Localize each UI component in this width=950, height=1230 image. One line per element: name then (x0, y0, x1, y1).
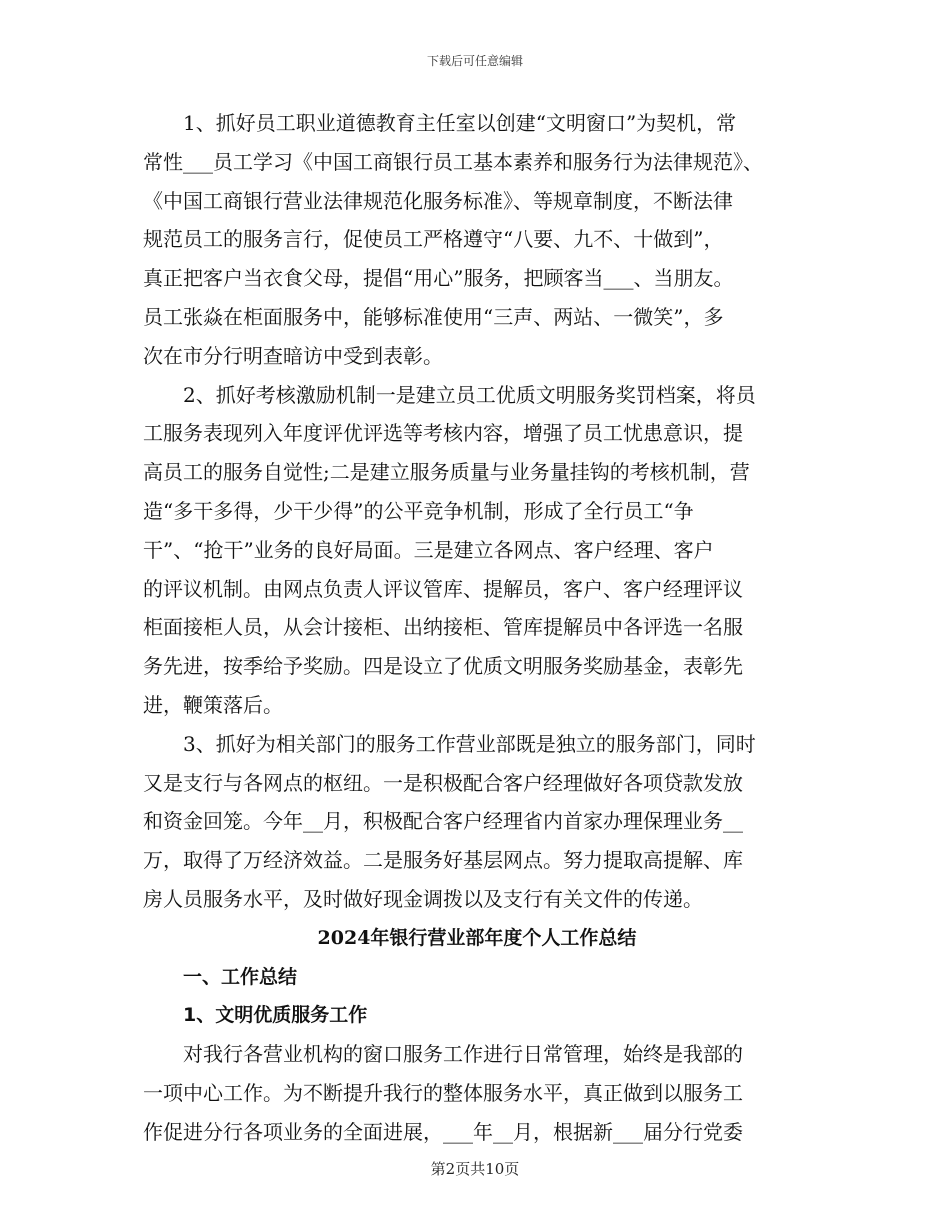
paragraph-line: 柜面接柜人员，从会计接柜、出纳接柜、管库提解员中各评选一名服 (143, 615, 743, 640)
subsection-heading: 1、文明优质服务工作 (183, 1004, 368, 1027)
paragraph-line: 房人员服务水平，及时做好现金调拨以及支行有关文件的传递。 (143, 886, 703, 911)
page-header-note: 下载后可任意编辑 (426, 54, 523, 68)
paragraph-line: 的评议机制。由网点负责人评议管库、提解员，客户、客户经理评议 (143, 576, 743, 601)
paragraph-line: 对我行各营业机构的窗口服务工作进行日常管理，始终是我部的 (183, 1042, 743, 1067)
paragraph-line: 高员工的服务自觉性;二是建立服务质量与业务量挂钩的考核机制，营 (143, 460, 750, 485)
section-heading: 一、工作总结 (183, 965, 298, 988)
paragraph-line: 造“多干多得，少干少得”的公平竞争机制，形成了全行员工“争 (143, 498, 694, 523)
paragraph-line: 万，取得了万经济效益。二是服务好基层网点。努力提取高提解、库 (143, 848, 743, 873)
document-body (143, 104, 811, 1152)
paragraph-line: 干”、“抢干”业务的良好局面。三是建立各网点、客户经理、客户 (143, 537, 714, 562)
paragraph-line: 规范员工的服务言行，促使员工严格遵守“八要、九不、十做到”， (143, 227, 724, 252)
paragraph-line: 常性___员工学习《中国工商银行员工基本素养和服务行为法律规范》、 (143, 149, 763, 174)
paragraph-line: 3、抓好为相关部门的服务工作营业部既是独立的服务部门，同时 (183, 731, 756, 756)
paragraph-line: 又是支行与各网点的枢纽。一是积极配合客户经理做好各项贷款发放 (143, 770, 743, 795)
paragraph-line: 进，鞭策落后。 (143, 692, 283, 717)
paragraph-line: 次在市分行明查暗访中受到表彰。 (143, 343, 443, 368)
paragraph-line: 真正把客户当衣食父母，提倡“用心”服务，把顾客当___、当朋友。 (143, 266, 734, 291)
paragraph-line: 一项中心工作。为不断提升我行的整体服务水平，真正做到以服务工 (143, 1080, 743, 1105)
paragraph-line: 工服务表现列入年度评优评选等考核内容，增强了员工忧患意识，提 (143, 421, 743, 446)
paragraph-line: 作促进分行各项业务的全面进展，___年__月，根据新___届分行党委 (143, 1119, 743, 1144)
paragraph-line: 1、抓好员工职业道德教育主任室以创建“文明窗口”为契机，常 (183, 111, 737, 135)
paragraph-line: 《中国工商银行营业法律规范化服务标准》、等规章制度，不断法律 (143, 188, 733, 213)
page-number: 第2页共10页 (430, 1160, 520, 1178)
paragraph-line: 员工张焱在柜面服务中，能够标准使用“三声、两站、一微笑”，多 (143, 304, 724, 329)
paragraph-line: 务先进，按季给予奖励。四是设立了优质文明服务奖励基金，表彰先 (143, 654, 743, 679)
section-title: 2024年银行营业部年度个人工作总结 (317, 926, 637, 949)
paragraph-line: 和资金回笼。今年__月，积极配合客户经理省内首家办理保理业务__ (143, 809, 743, 834)
paragraph-line: 2、抓好考核激励机制一是建立员工优质文明服务奖罚档案，将员 (183, 382, 756, 407)
